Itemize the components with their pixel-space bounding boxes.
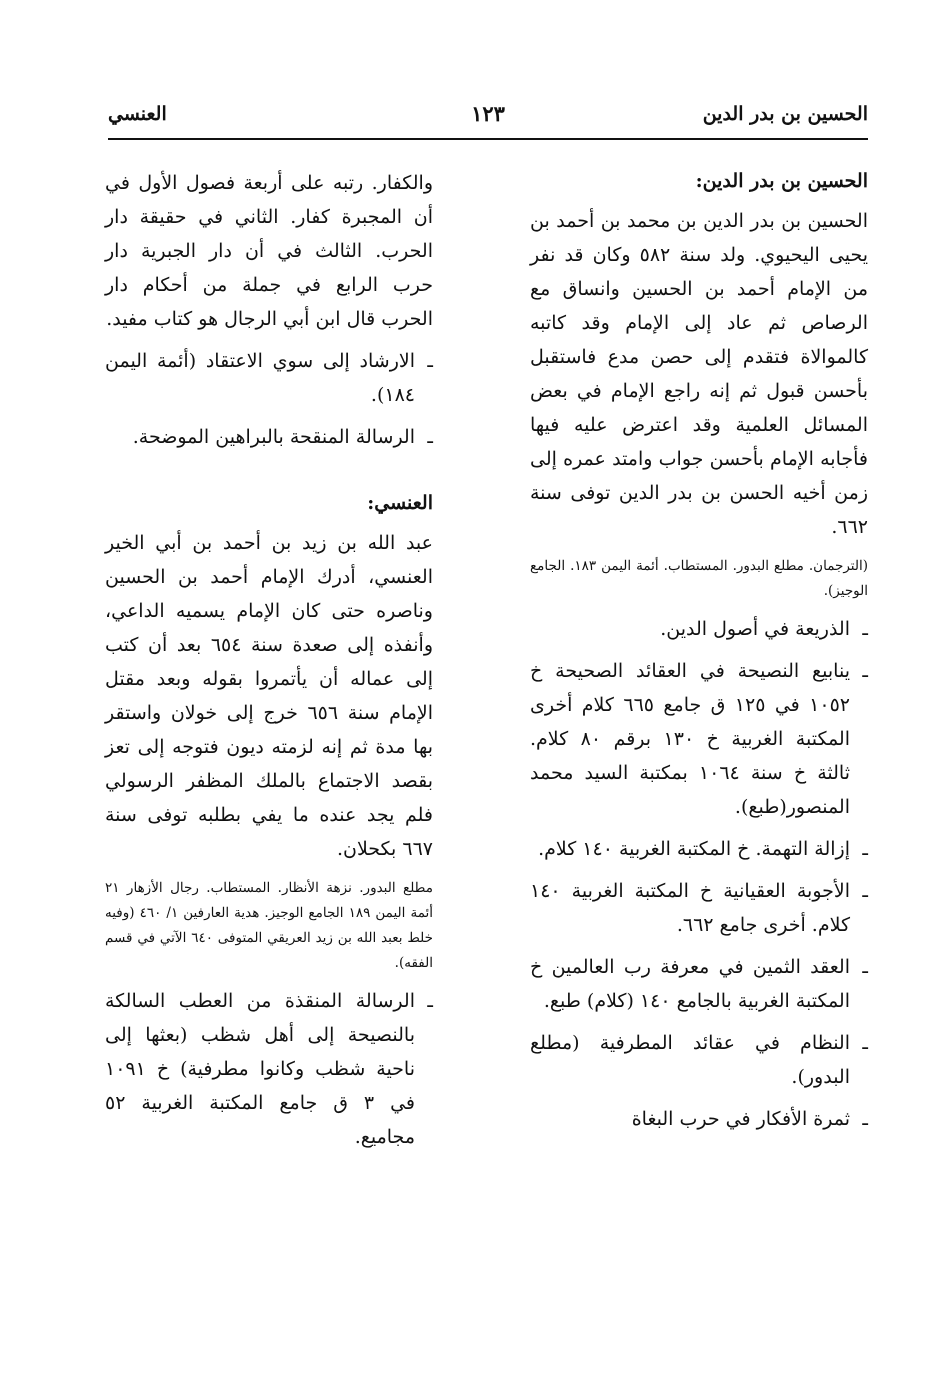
list-item: ـ الرسالة المنقذة من العطب السالكة بالنصيحة إلى أهل شظب (بعثها إلى ناحية شظب وكانوا مطرفية) خ ١٠٩١ في ٣ ق جامع المكتبة الغربية ٥٢ مجاميع. [105, 984, 433, 1154]
list-item: ـ العقد الثمين في معرفة رب العالمين خ المكتبة الغربية بالجامع ١٤٠ (كلام) طبع. [530, 950, 868, 1018]
entry-title: العنسي: [367, 492, 433, 514]
list-item: ـ الأجوبة العقيانية خ المكتبة الغربية ١٤٠ كلام. أخرى جامع ٦٦٢. [530, 874, 868, 942]
right-column [530, 166, 868, 1144]
page-header [108, 98, 868, 140]
entry-biography: عبد الله بن زيد بن أحمد بن أبي الخير العنسي، أدرك الإمام أحمد بن الحسين وناصره حتى كان الإمام يسميه الداعي، وأنفذه إلى صعدة سنة ٦٥٤ بعد أن كتب إلى عماله أن يأتمروا بقوله وبعد مقتل الإمام سنة ٦٥٦ خرج إلى خولان واستقر بها مدة ثم إنه لزمته ديون فتوجه إلى تعز بقصد الاجتماع بالملك المظفر الرسولي فلم يجد عنده ما يفي بطلبه توفى سنة ٦٦٧ بكحلان. [105, 532, 434, 860]
works-list [530, 612, 868, 1136]
entry-title: الحسين بن بدر الدين: [695, 170, 868, 192]
works-list [105, 984, 433, 1154]
list-item: ـ ثمرة الأفكار في حرب البغاة [530, 1102, 868, 1136]
list-item: ـ إزالة التهمة. خ المكتبة الغربية ١٤٠ كلام. [530, 832, 868, 866]
works-list [105, 344, 433, 454]
page-number: ١٢٣ [471, 101, 505, 126]
running-title-right: الحسين بن بدر الدين [702, 103, 868, 125]
running-title-left: العنسي [108, 103, 167, 125]
entry-references: مطلع البدور. نزهة الأنظار. المستطاب. رجال الأزهار ٢١ أئمة اليمن ١٨٩ الجامع الوجيز. هدية العارفين ١/ ٤٦٠ (وفيه خلط بعبد الله بن زيد العريقي المتوفى ٦٤٠ الآتي في قسم الفقه). [105, 880, 434, 971]
list-item: ـ النظام في عقائد المطرفية (مطلع البدور). [530, 1026, 868, 1094]
list-item: ـ الارشاد إلى سوي الاعتقاد (أئمة اليمن ١٨٤). [105, 344, 433, 412]
list-item: ـ الرسالة المنقحة بالبراهين الموضحة. [105, 420, 433, 454]
list-item: ـ الذريعة في أصول الدين. [530, 612, 868, 646]
entry-biography: الحسين بن بدر الدين بن محمد بن أحمد بن يحيى اليحيوي. ولد سنة ٥٨٢ وكان قد نفر من الإمام أحمد بن الحسين وانساق مع الرصاص ثم عاد إلى الإمام وقد كاتبه كالموالاة فتقدم إلى حصن مدع فاستقبل بأحسن قبول ثم إنه راجع الإمام في بعض المسائل العلمية وقد اعترض عليه فيها فأجابه الإمام بأحسن جواب وامتد عمره إلى زمن أخيه الحسن بن بدر الدين توفى سنة ٦٦٢. [530, 210, 868, 538]
continued-text: والكفار. رتبه على أربعة فصول الأول في أن المجبرة كفار. الثاني في حقيقة دار الحرب. الثالث في أن دار الجبرية دار حرب الرابع في جملة من أحكام دار الحرب قال ابن أبي الرجال هو كتاب مفيد. [105, 172, 433, 330]
left-column [105, 166, 433, 1162]
list-item: ـ ينابيع النصيحة في العقائد الصحيحة خ ١٠٥٢ في ١٢٥ ق جامع ٦٦٥ كلام أخرى المكتبة الغربية خ ١٣٠ برقم ٨٠ كلام. ثالثة خ سنة ١٠٦٤ بمكتبة السيد محمد المنصور(طبع). [530, 654, 868, 824]
entry-references: (الترجمان. مطلع البدور. المستطاب. أئمة اليمن ١٨٣. الجامع الوجيز). [530, 558, 868, 599]
